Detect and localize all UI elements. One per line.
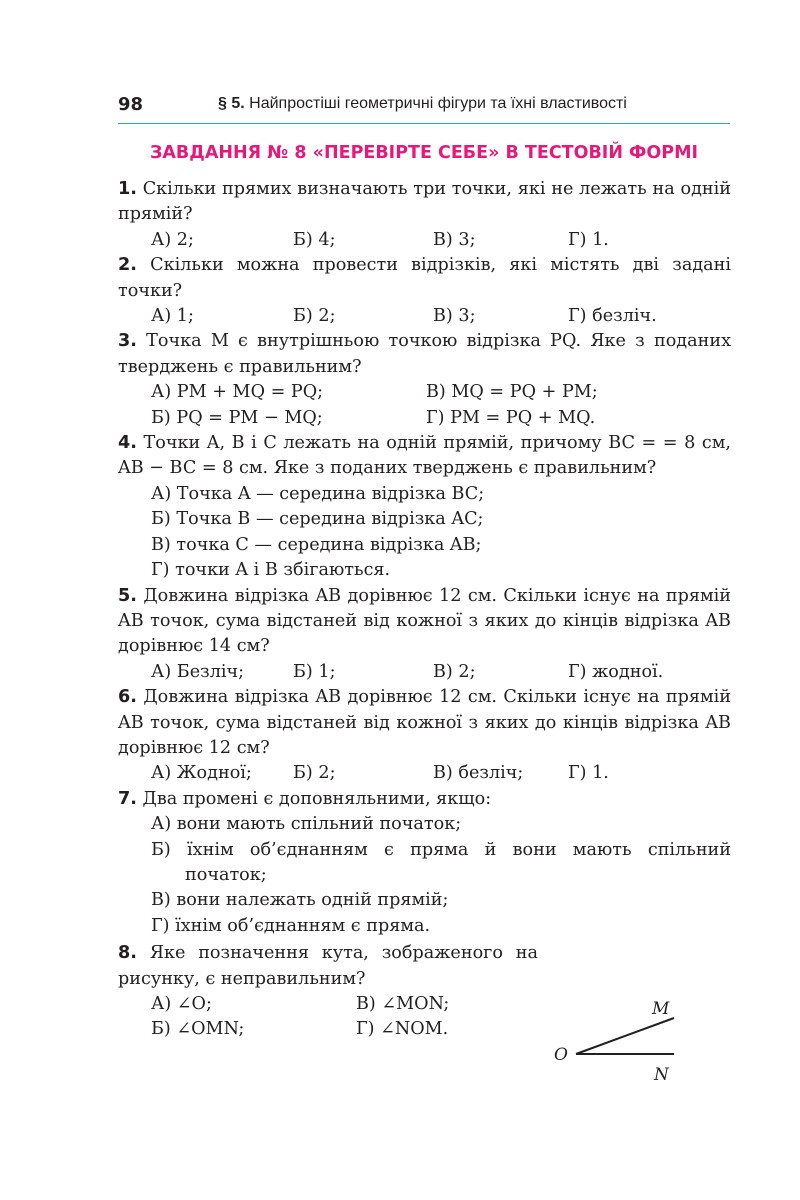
question-text [118, 941, 538, 992]
question-body: Довжина відрізка AB дорівнює 12 см. Скільки існує на прямій AB точок, сума відстаней від кожної з яких до кінців відрізка AB дорівнює 12 см? [118, 687, 731, 758]
question-text [118, 584, 731, 660]
answer-options [118, 380, 731, 431]
question-6 [118, 685, 731, 787]
label-n: N [654, 1065, 669, 1085]
question-text [118, 431, 731, 482]
option-a: А) Безліч; [151, 661, 245, 682]
question-number: 8. [118, 943, 137, 964]
section-title: Найпростіші геометричні фігури та їхні властивості [249, 95, 627, 112]
question-body: Скільки можна провести відрізків, які містять дві задані точки? [118, 255, 731, 301]
question-text [118, 787, 731, 812]
answer-options [118, 992, 591, 1043]
question-3 [118, 329, 731, 431]
answer-options [118, 228, 731, 253]
option-d: Г) безліч. [568, 306, 657, 327]
option-d: Г) 1. [568, 229, 609, 250]
label-o: O [554, 1045, 568, 1065]
question-body: Точка M є внутрішньою точкою відрізка PQ. Яке з поданих тверджень є правильним? [118, 331, 731, 377]
page-header [118, 92, 730, 122]
option-a: А) вони мають спільний початок; [151, 814, 462, 835]
questions [118, 177, 731, 1043]
option-c: В) 3; [433, 306, 476, 327]
question-5 [118, 584, 731, 686]
question-number: 1. [118, 179, 137, 199]
question-number: 7. [118, 788, 137, 809]
option-d: Г) 1. [568, 763, 609, 784]
option-a: А) 1; [151, 306, 194, 327]
angle-figure [548, 996, 688, 1086]
question-body: Довжина відрізка AB дорівнює 12 см. Скільки існує на прямій AB точок, сума відстаней від кожної з яких до кінців відрізка AB дорівнює 14 см? [118, 585, 731, 657]
question-number: 5. [118, 585, 137, 606]
answer-options [118, 812, 731, 939]
question-number: 4. [118, 433, 137, 454]
option-b: Б) PQ = PM − MQ; [151, 407, 323, 428]
option-c: В) 2; [433, 661, 476, 682]
question-body: Два промені є доповняльними, якщо: [142, 788, 492, 809]
answer-options [118, 660, 731, 685]
option-d: Г) жодної. [568, 661, 664, 682]
option-b: Б) їхнім об’єднанням є пряма й вони мають спільний початок; [151, 839, 731, 885]
ray-om [576, 1018, 674, 1054]
option-a: А) Точка A — середина відрізка BC; [151, 483, 485, 504]
question-number: 2. [118, 255, 137, 276]
option-c: В) 3; [433, 229, 476, 250]
option-b: Б) 2; [293, 306, 336, 327]
question-2 [118, 253, 731, 329]
question-1 [118, 177, 731, 253]
answer-options [118, 304, 731, 329]
question-number: 3. [118, 331, 137, 352]
option-d: Г) точки A і B збігаються. [151, 560, 391, 581]
question-text [118, 253, 731, 304]
question-7 [118, 787, 731, 939]
page-number: 98 [118, 94, 144, 115]
option-b: Б) Точка B — середина відрізка AC; [151, 509, 484, 530]
answer-options [118, 761, 731, 786]
option-c: В) ∠MON; [356, 994, 450, 1014]
option-d: Г) ∠NOM. [356, 1019, 449, 1040]
option-b: Б) 2; [293, 763, 336, 784]
option-d: Г) їхнім об’єднанням є пряма. [151, 915, 431, 936]
option-b: Б) 1; [293, 661, 336, 682]
option-a: А) PM + MQ = PQ; [151, 382, 324, 403]
option-c: В) точка C — середина відрізка AB; [151, 534, 482, 555]
task-title: ЗАВДАННЯ № 8 «ПЕРЕВІРТЕ СЕБЕ» В ТЕСТОВІЙ ФОРМІ [149, 143, 699, 163]
answer-options [118, 482, 731, 584]
question-body: Точки A, B і C лежать на одній прямій, причому BC = = 8 см, AB − BC = 8 см. Яке з поданих тверджень є правильним? [118, 433, 732, 479]
option-a: А) 2; [151, 229, 194, 250]
header-rule [118, 123, 730, 124]
option-a: А) Жодної; [151, 763, 252, 784]
label-m: M [652, 999, 670, 1019]
question-text [118, 177, 731, 228]
option-c: В) безліч; [433, 763, 524, 784]
option-b: Б) 4; [293, 229, 336, 250]
question-body: Яке позначення кута, зображеного на рисунку, є неправильним? [118, 943, 539, 989]
option-a: А) ∠O; [151, 994, 212, 1014]
question-text [118, 685, 731, 761]
option-c: В) вони належать одній прямій; [151, 890, 449, 911]
option-c: В) MQ = PQ + PM; [426, 382, 598, 403]
question-body: Скільки прямих визначають три точки, які не лежать на одній прямій? [118, 179, 731, 225]
section-label: § 5. [218, 95, 245, 112]
question-text [118, 329, 731, 380]
option-d: Г) PM = PQ + MQ. [426, 407, 596, 428]
option-b: Б) ∠OMN; [151, 1019, 245, 1040]
question-4 [118, 431, 731, 583]
question-number: 6. [118, 687, 137, 708]
running-title [218, 95, 627, 113]
